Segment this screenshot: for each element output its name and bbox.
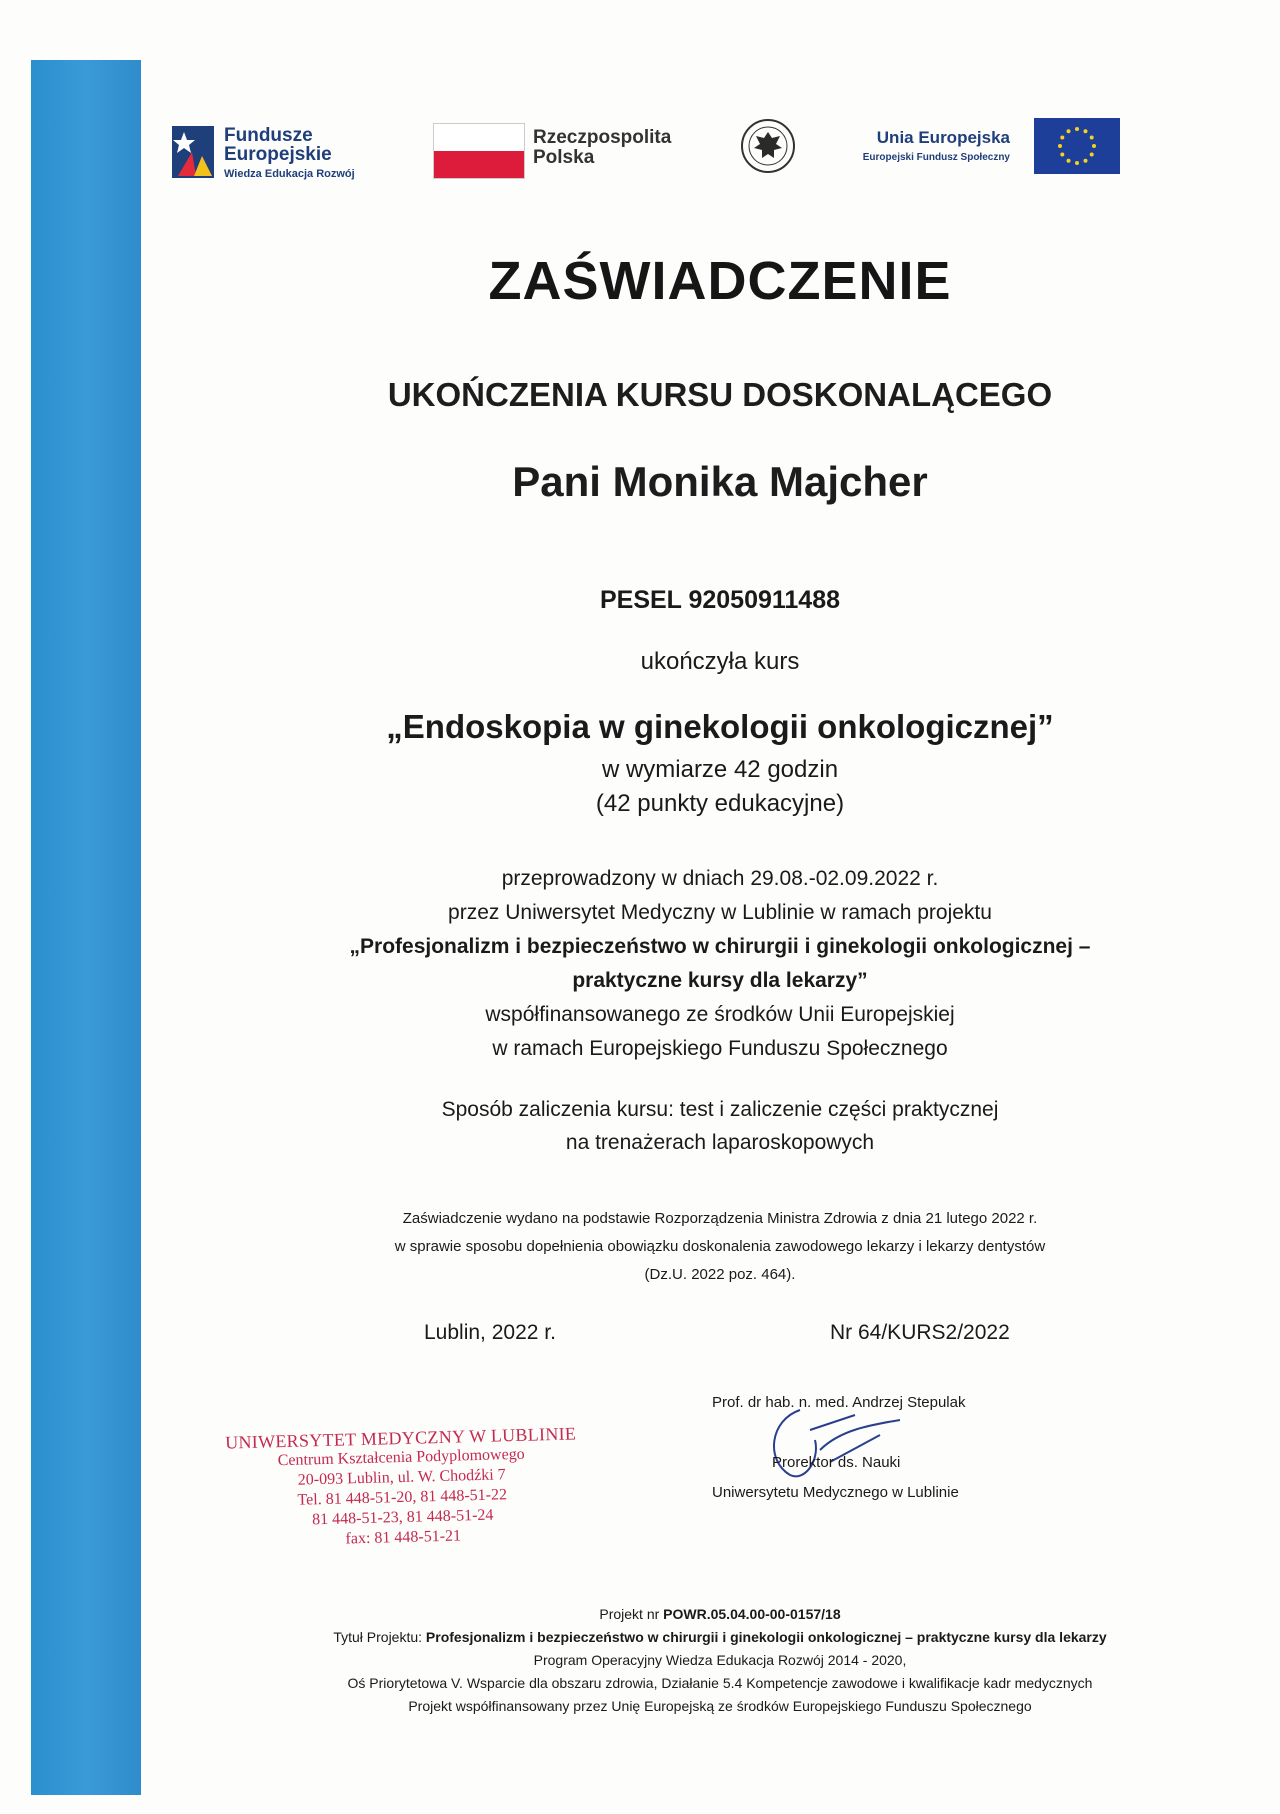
stamp-line4: Tel. 81 448-51-20, 81 448-51-22 — [297, 1486, 508, 1509]
completion-method-line2: na trenażerach laparoskopowych — [565, 1131, 875, 1154]
certificate-number: Nr 64/KURS2/2022 — [830, 1321, 1010, 1344]
eu-flag-icon — [1034, 118, 1120, 174]
footer-project-number — [160, 1606, 1280, 1622]
stamp-line5: 81 448-51-23, 81 448-51-24 — [311, 1506, 494, 1529]
polish-flag-icon — [433, 123, 525, 179]
finished-course-text: ukończyła kurs — [640, 648, 800, 675]
course-name: „Endoskopia w ginekologii onkologicznej” — [386, 708, 1054, 745]
fe-star-icon — [172, 126, 214, 178]
rp-logo-line1: Rzeczpospolita — [533, 127, 672, 148]
completion-method-line1: Sposób zaliczenia kursu: test i zaliczenie części praktycznej — [441, 1098, 999, 1121]
handwritten-signature — [760, 1390, 910, 1490]
university-seal-icon — [740, 118, 796, 174]
fe-logo-line2: Europejskie — [224, 144, 332, 165]
ue-logo-line2: Europejski Fundusz Społeczny — [862, 152, 1010, 163]
signatory-role: Prorektor ds. Nauki — [772, 1454, 901, 1471]
rzeczpospolita-polska-logo — [433, 118, 693, 178]
fe-logo-line3: Wiedza Edukacja Rozwój — [224, 168, 355, 180]
signatory-organization: Uniwersytetu Medycznego w Lublinie — [712, 1484, 959, 1501]
course-points: (42 punkty edukacyjne) — [595, 790, 845, 817]
stamp-line2: Centrum Kształcenia Podyplomowego — [277, 1445, 525, 1470]
stamp-line1: UNIWERSYTET MEDYCZNY W LUBLINIE — [224, 1423, 577, 1453]
fundusze-europejskie-logo — [172, 118, 402, 188]
unia-europejska-logo — [860, 118, 1120, 174]
ue-logo-line1: Unia Europejska — [876, 128, 1010, 147]
footer-program: Program Operacyjny Wiedza Edukacja Rozwój 2014 - 2020, — [533, 1652, 907, 1668]
footer-project-title-label: Tytuł Projektu: — [333, 1629, 426, 1645]
course-organizer: przez Uniwersytet Medyczny w Lublinie w ramach projektu — [448, 901, 992, 924]
certificate-title: ZAŚWIADCZENIE — [488, 251, 952, 311]
footer-cofinancing: Projekt współfinansowany przez Unię Europejską ze środków Europejskiego Funduszu Społecznego — [408, 1698, 1032, 1714]
rp-logo-line2: Polska — [533, 147, 595, 168]
university-stamp — [220, 1423, 583, 1552]
footer-project-number-label: Projekt nr — [599, 1606, 664, 1622]
legal-basis-line2: w sprawie sposobu dopełnienia obowiązku doskonalenia zawodowego lekarzy i lekarzy dentystów — [394, 1238, 1046, 1255]
recipient-name: Pani Monika Majcher — [512, 458, 928, 505]
footer-project-number-value: POWR.05.04.00-00-0157/18 — [663, 1606, 841, 1622]
footer-priority-axis: Oś Priorytetowa V. Wsparcie dla obszaru zdrowia, Działanie 5.4 Kompetencje zawodowe i kwalifikacje kadr medycznych — [347, 1675, 1093, 1691]
place-and-date: Lublin, 2022 r. — [424, 1321, 556, 1344]
recipient-pesel: PESEL 92050911488 — [599, 586, 841, 614]
project-name-line1: „Profesjonalizm i bezpieczeństwo w chirurgii i ginekologii onkologicznej – — [349, 935, 1091, 958]
fund-text: w ramach Europejskiego Funduszu Społecznego — [492, 1037, 948, 1060]
cofinancing-text: współfinansowanego ze środków Unii Europejskiej — [485, 1003, 955, 1026]
legal-basis-line3: (Dz.U. 2022 poz. 464). — [644, 1266, 796, 1283]
footer-project-title-value: Profesjonalizm i bezpieczeństwo w chirurgii i ginekologii onkologicznej – praktyczne kursy dla lekarzy — [425, 1629, 1107, 1645]
legal-basis-line1: Zaświadczenie wydano na podstawie Rozporządzenia Ministra Zdrowia z dnia 21 lutego 2022 r. — [402, 1210, 1038, 1227]
project-name-line2: praktyczne kursy dla lekarzy” — [572, 969, 868, 992]
fe-logo-line1: Fundusze — [224, 125, 313, 146]
decorative-blue-band — [31, 60, 141, 1795]
certificate-subtitle: UKOŃCZENIA KURSU DOSKONALĄCEGO — [387, 376, 1053, 413]
stamp-line3: 20-093 Lublin, ul. W. Chodźki 7 — [297, 1466, 506, 1489]
course-dates: przeprowadzony w dniach 29.08.-02.09.2022 r. — [501, 867, 939, 890]
signatory-name: Prof. dr hab. n. med. Andrzej Stepulak — [712, 1394, 966, 1411]
course-hours: w wymiarze 42 godzin — [601, 756, 839, 783]
footer-project-title — [160, 1629, 1280, 1645]
stamp-line6: fax: 81 448-51-21 — [345, 1527, 462, 1548]
